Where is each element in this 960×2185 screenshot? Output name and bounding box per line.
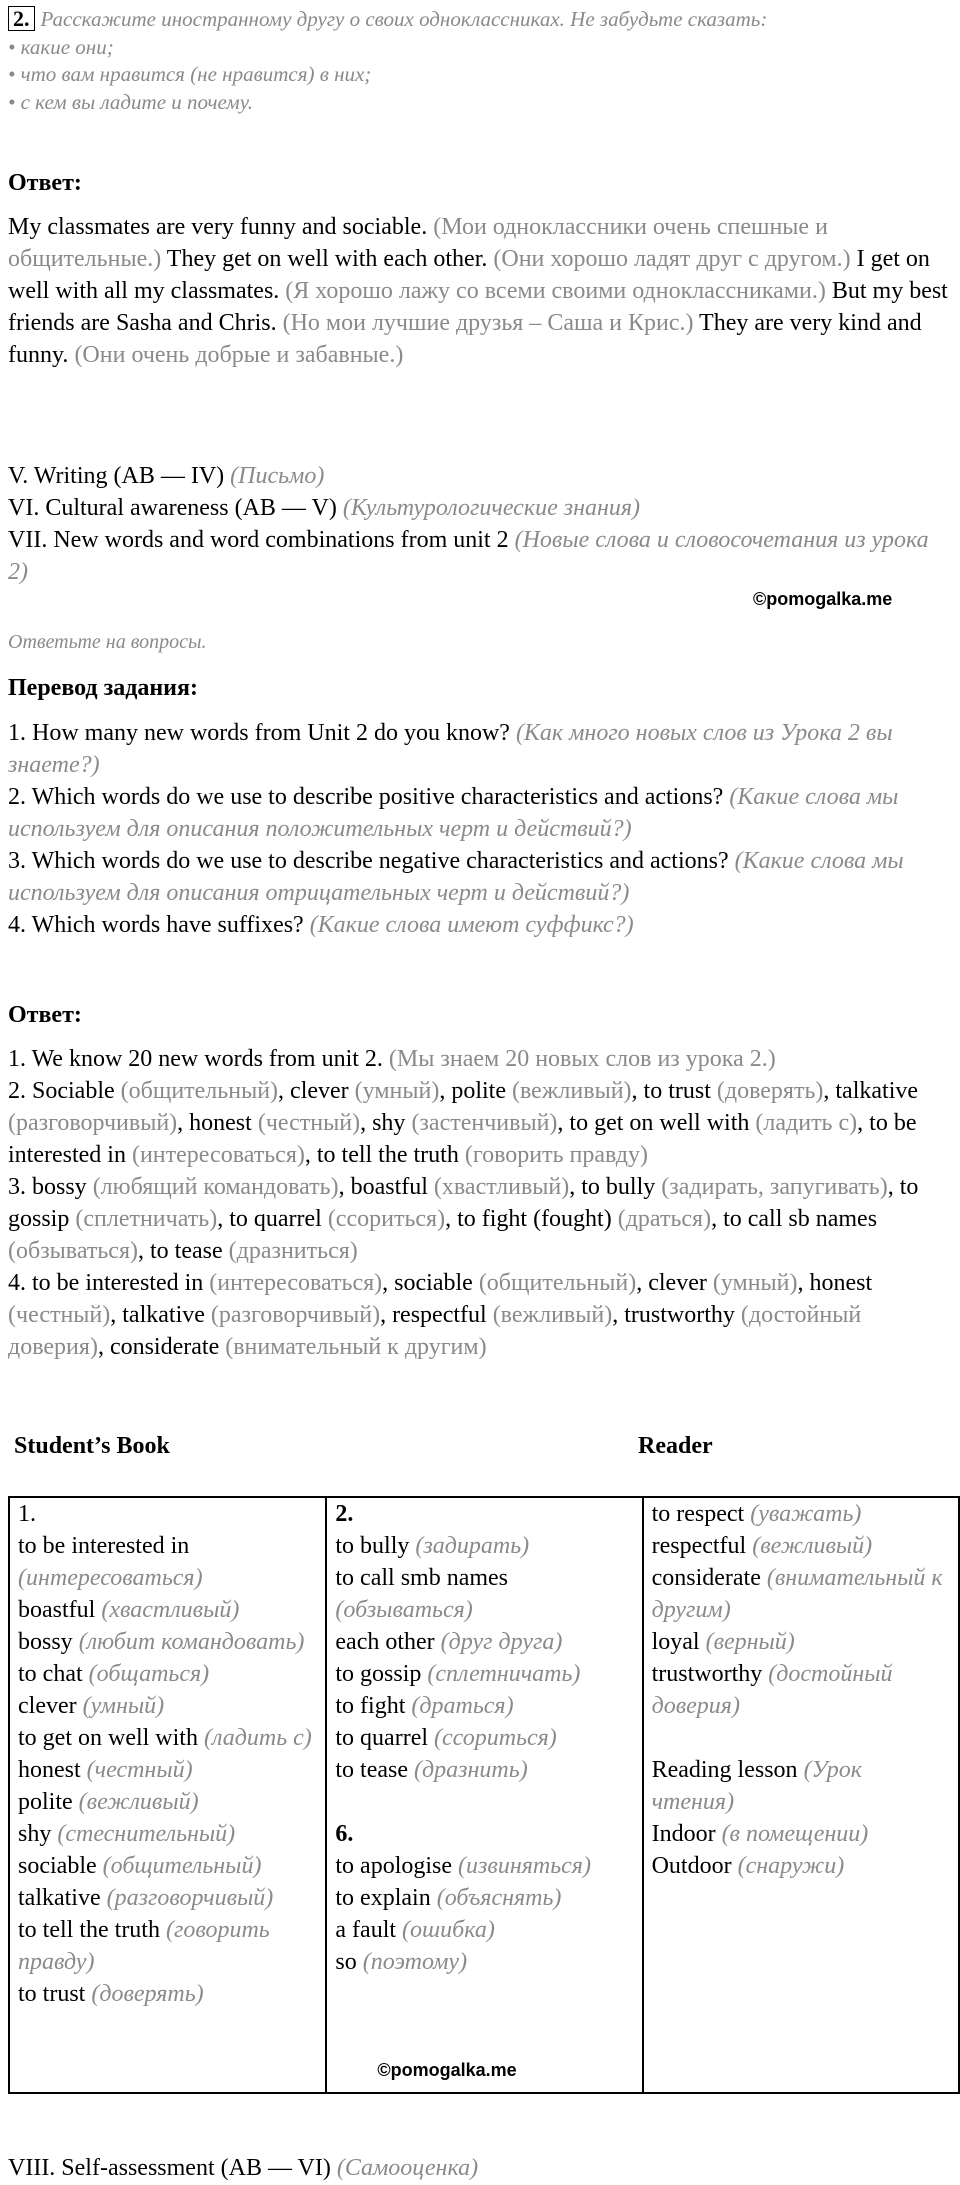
section-title: VI. Cultural awareness (AB — V) [8,495,337,521]
word: , respectful [380,1302,487,1328]
word: , to get on well with [557,1110,750,1136]
vocab-entry [18,1754,317,1786]
vocab-word: clever [18,1693,77,1719]
question-en: 1. How many new words from Unit 2 do you know? [8,720,510,746]
vocab-word: polite [18,1789,73,1815]
section-title: VIII. Self-assessment (AB — VI) [8,2155,331,2181]
word: , to fight (fought) [445,1206,612,1232]
word: , to tell the truth [304,1142,459,1168]
vocab-translation: (общительный) [102,1853,262,1879]
vocab-translation: (объяснять) [436,1885,562,1911]
vocab-entry [652,1498,950,1530]
question-ru: (Какие слова имеют суффикс?) [309,912,634,938]
word-translation: (достойный доверия) [8,1302,862,1360]
vocab-entry [18,1978,317,2010]
section-translation: (Самооценка) [336,2155,479,2181]
vocab-entry [18,1658,317,1690]
word-translation: (разговорчивый) [210,1302,381,1328]
watermark: ©pomogalka.me [377,2060,517,2080]
word-translation: (обзываться) [8,1238,138,1264]
vocab-word: to explain [335,1885,431,1911]
vocab-translation: (драться) [411,1693,514,1719]
section-title: V. Writing (AB — IV) [8,463,225,489]
word-translation: (внимательный к другим) [225,1334,487,1360]
vocab-word: boastful [18,1597,96,1623]
vocab-translation: (обзываться) [335,1597,473,1623]
vocab-translation: (стеснительный) [57,1821,236,1847]
word-translation: (застенчивый) [411,1110,558,1136]
word: , to quarrel [217,1206,322,1232]
vocab-word: to call smb names [335,1565,509,1591]
word: , considerate [97,1334,220,1360]
vocab-entry [335,1946,633,1978]
vocab-entry [652,1818,950,1850]
answer-line-4 [8,1267,953,1363]
answer-sentence-en: But my best friends are Sasha and Chris. [8,278,948,336]
vocab-entry [335,1530,633,1562]
vocab-entry [335,1658,633,1690]
word-translation: (интересоваться) [209,1270,383,1296]
vocab-translation: (доверять) [91,1981,204,2007]
vocab-word: Reading lesson [651,1757,798,1783]
word-translation: (честный) [257,1110,361,1136]
word-translation: (дразниться) [228,1238,358,1264]
vocab-entry [18,1818,317,1850]
word-translation: (честный) [8,1302,111,1328]
vocab-word: to gossip [335,1661,422,1687]
vocab-word: to get on well with [18,1725,198,1751]
answer-1-text [8,211,953,371]
vocab-entry [18,1850,317,1882]
word: , to call sb names [711,1206,878,1232]
vocab-translation: (верный) [705,1629,795,1655]
word: 2. Sociable [8,1078,115,1104]
vocab-translation: (говорить правду) [18,1917,270,1975]
answer-sentence-ru: (Я хорошо лажу со всеми своими одноклассниками.) [285,278,826,304]
task-bullet: • что вам нравится (не нравится) в них; [8,62,372,86]
question-ru: (Какие слова мы используем для описания отрицательных черт и действий?) [8,848,904,906]
vocab-word: to tell the truth [18,1917,160,1943]
vocab-word: a fault [335,1917,397,1943]
word: , boastful [338,1174,428,1200]
word-translation: (хвастливый) [433,1174,570,1200]
task-prompt: Расскажите иностранному другу о своих одноклассниках. Не забудьте сказать: [40,7,768,31]
vocab-word: to apologise [335,1853,453,1879]
vocab-entry [335,1914,633,1946]
section-viii [8,2152,953,2184]
vocab-entry [652,1530,950,1562]
question-ru: (Как много новых слов из Урока 2 вы знаете?) [8,720,893,778]
task-2-header [8,6,953,116]
word-translation: (вежливый) [492,1302,613,1328]
vocab-entry [18,1882,317,1914]
students-book-label: Student’s Book [14,1433,170,1459]
word: , talkative [823,1078,919,1104]
vocab-entry [18,1786,317,1818]
vocab-entry [652,1626,950,1658]
vocab-entry [18,1530,317,1594]
answer-sentence-en: I get on well with all my classmates. [8,246,930,304]
section-translation: (Новые слова и словосочетания из урока 2) [8,527,929,585]
column-number: 6. [335,1821,354,1847]
vocab-translation: (извиняться) [458,1853,591,1879]
vocab-word: to chat [18,1661,83,1687]
column-unit-2 [326,1497,642,2093]
vocab-translation: (внимательный к другим) [651,1565,943,1623]
vocab-word: Outdoor [651,1853,732,1879]
vocab-entry [335,1850,633,1882]
vocab-entry [335,1882,633,1914]
answer-sentence-ru: (Они очень добрые и забавные.) [74,342,404,368]
vocab-translation: (вежливый) [78,1789,199,1815]
question-ru: (Какие слова мы используем для описания положительных черт и действий?) [8,784,899,842]
vocab-word: each other [335,1629,435,1655]
vocab-word: talkative [18,1885,101,1911]
vocab-word: respectful [651,1533,747,1559]
answer-sentence-ru: (Но мои лучшие друзья – Саша и Крис.) [282,310,694,336]
vocab-word: to tease [335,1757,409,1783]
answer-sentence-ru: (Мои одноклассники очень спешные и общительные.) [8,214,828,272]
vocab-translation: (снаружи) [737,1853,845,1879]
word-translation: (вежливый) [512,1078,632,1104]
answer-1-label: Ответ: [8,170,82,196]
vocab-entry [18,1914,317,1978]
word: , to tease [137,1238,223,1264]
word-translation: (общительный) [478,1270,637,1296]
vocab-entry [335,1722,633,1754]
vocab-entry [335,1754,633,1786]
word-translation: (умный) [354,1078,440,1104]
vocab-translation: (любит командовать) [78,1629,305,1655]
reader-label: Reader [638,1433,713,1459]
answer-ru: (Мы знаем 20 новых слов из урока 2.) [388,1046,776,1072]
answer-en: 1. We know 20 new words from unit 2. [8,1046,383,1072]
word-translation: (умный) [712,1270,798,1296]
word: , clever [278,1078,349,1104]
answer-2-label: Ответ: [8,1002,82,1028]
word: , to be interested in [8,1110,917,1168]
vocab-translation: (задирать) [415,1533,530,1559]
sections-list [8,460,953,588]
vocab-translation: (ошибка) [402,1917,495,1943]
vocab-entry [18,1594,317,1626]
vocab-entry [18,1722,317,1754]
vocab-translation: (хвастливый) [101,1597,240,1623]
vocab-translation: (Урок чтения) [651,1757,862,1815]
word-translation: (сплетничать) [75,1206,218,1232]
question-item [8,781,953,845]
word: , to trust [631,1078,711,1104]
vocab-translation: (поэтому) [362,1949,468,1975]
translation-label: Перевод задания: [8,675,198,701]
answer-line-1 [8,1043,953,1075]
word: , sociable [382,1270,473,1296]
word-translation: (доверять) [716,1078,824,1104]
task-bullet: • с кем вы ладите и почему. [8,89,253,114]
vocab-entry [335,1626,633,1658]
column-number: 2. [335,1501,354,1527]
instruction: Ответьте на вопросы. [8,631,207,653]
section-translation: (Культурологические знания) [342,495,641,521]
vocab-translation: (уважать) [750,1501,862,1527]
word: , shy [360,1110,406,1136]
word-translation: (говорить правду) [464,1142,648,1168]
word: , clever [636,1270,707,1296]
question-item [8,717,953,781]
table-row [9,1497,959,2093]
question-item [8,845,953,909]
question-en: 4. Which words have suffixes? [8,912,304,938]
section-translation: (Письмо) [230,463,325,489]
vocab-entry [652,1850,950,1882]
vocab-word: Indoor [651,1821,716,1847]
answer-2-text [8,1043,953,1363]
answer-line-2 [8,1075,953,1171]
column-reader [643,1497,959,2093]
vocab-translation: (разговорчивый) [106,1885,274,1911]
word: , honest [177,1110,252,1136]
word-translation: (интересоваться) [131,1142,305,1168]
vocab-entry [18,1626,317,1658]
word: , honest [797,1270,873,1296]
word: 4. to be interested in [8,1270,204,1296]
answer-sentence-en: They get on well with each other. [166,246,488,272]
column-number: 1. [18,1501,36,1527]
vocab-word: to trust [18,1981,86,2007]
word: , trustworthy [612,1302,735,1328]
word-translation: (ладить с) [755,1110,858,1136]
vocab-word: to quarrel [335,1725,429,1751]
vocab-entry [335,1690,633,1722]
vocab-word: to bully [335,1533,410,1559]
vocab-entry [18,1690,317,1722]
watermark: ©pomogalka.me [753,589,893,609]
word-translation: (общительный) [120,1078,279,1104]
vocab-word: to fight [335,1693,406,1719]
answer-line-3 [8,1171,953,1267]
vocab-translation: (в помещении) [721,1821,869,1847]
vocab-word: bossy [18,1629,73,1655]
word: , to bully [569,1174,656,1200]
vocabulary-table [8,1496,960,2094]
vocab-translation: (честный) [86,1757,193,1783]
word-translation: (драться) [617,1206,712,1232]
vocab-entry [335,1562,633,1626]
vocab-translation: (ссориться) [434,1725,557,1751]
vocab-word: shy [18,1821,52,1847]
word: 3. bossy [8,1174,87,1200]
vocab-word: to respect [651,1501,745,1527]
vocab-translation: (друг друга) [440,1629,563,1655]
section-vi [8,492,953,524]
task-number: 2. [8,6,35,31]
word-translation: (любящий командовать) [92,1174,339,1200]
vocab-entry [652,1754,950,1818]
word-translation: (разговорчивый) [8,1110,178,1136]
vocab-entry [652,1658,950,1722]
vocab-word: so [335,1949,357,1975]
section-vii [8,524,953,588]
word-translation: (ссориться) [327,1206,446,1232]
vocab-entry [652,1562,950,1626]
section-title: VII. New words and word combinations from unit 2 [8,527,509,553]
vocab-translation: (сплетничать) [427,1661,581,1687]
vocab-word: loyal [651,1629,700,1655]
vocab-word: to be interested in [18,1533,190,1559]
question-en: 2. Which words do we use to describe positive characteristics and actions? [8,784,724,810]
vocab-word: honest [18,1757,81,1783]
vocab-translation: (вежливый) [752,1533,873,1559]
questions-list [8,717,953,941]
question-en: 3. Which words do we use to describe negative characteristics and actions? [8,848,729,874]
vocab-translation: (общаться) [88,1661,210,1687]
vocab-translation: (умный) [82,1693,165,1719]
word-translation: (задирать, запугивать) [661,1174,888,1200]
task-bullet: • какие они; [8,34,114,59]
vocab-word: considerate [651,1565,761,1591]
vocab-word: sociable [18,1853,97,1879]
answer-sentence-ru: (Они хорошо ладят друг с другом.) [493,246,851,272]
word: , polite [439,1078,506,1104]
vocab-translation: (ладить с) [203,1725,312,1751]
vocab-word: trustworthy [651,1661,763,1687]
answer-sentence-en: My classmates are very funny and sociable. [8,214,428,240]
vocab-translation: (достойный доверия) [651,1661,893,1719]
vocab-translation: (интересоваться) [18,1565,203,1591]
vocab-translation: (дразнить) [414,1757,528,1783]
question-item [8,909,953,941]
section-v [8,460,953,492]
answer-sentence-en: They are very kind and funny. [8,310,922,368]
column-unit-1 [9,1497,326,2093]
word: , to gossip [8,1174,919,1232]
word: , talkative [110,1302,205,1328]
